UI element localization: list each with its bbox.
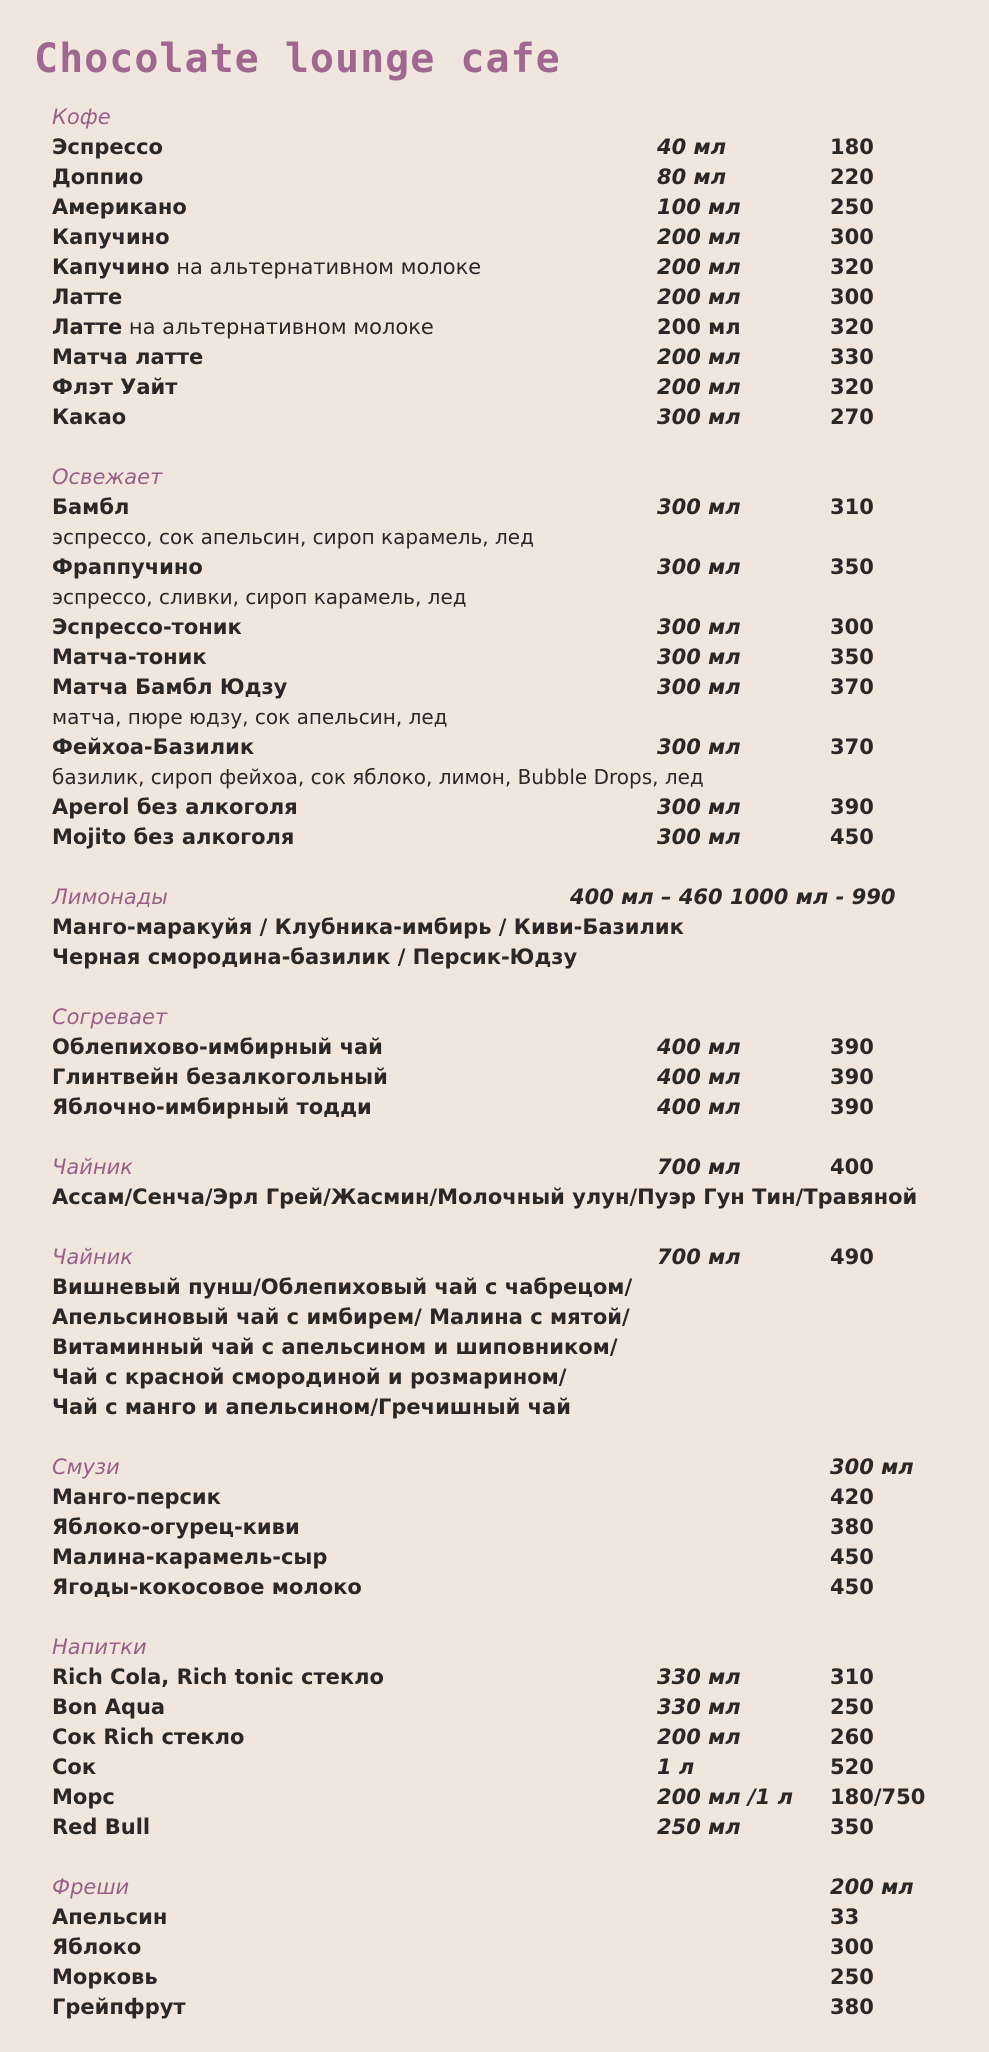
heading-volume: 200 мл (830, 1875, 914, 1899)
menu-item (52, 492, 952, 522)
menu-item (52, 192, 952, 222)
menu-item (52, 342, 952, 372)
section-heading (52, 462, 952, 492)
menu-item (52, 1512, 952, 1542)
item-volume: 300 мл (657, 615, 741, 639)
menu-item (52, 1092, 952, 1122)
section-refresh (52, 462, 952, 852)
item-name (52, 1542, 327, 1572)
item-volume: 300 мл (657, 495, 741, 519)
menu-item (52, 1752, 952, 1782)
item-price: 450 (830, 1545, 874, 1569)
item-title: Эспрессо-тоник (52, 615, 242, 639)
menu-item (52, 1992, 952, 2022)
menu-item (52, 132, 952, 162)
item-volume: 300 мл (657, 795, 741, 819)
item-name (52, 732, 254, 762)
menu-item (52, 1812, 952, 1842)
item-name (52, 672, 287, 702)
item-price: 450 (830, 825, 874, 849)
menu-list (52, 102, 952, 2052)
tea-line: Ассам/Сенча/Эрл Грей/Жасмин/Молочный улун/Пуэр Гун Тин/Травяной (52, 1185, 918, 1209)
heading-label: Смузи (52, 1455, 120, 1479)
item-volume: 400 мл (657, 1065, 741, 1089)
item-title: Фраппучино (52, 555, 203, 579)
item-volume: 1 л (657, 1755, 695, 1779)
item-volume: 330 мл (657, 1695, 741, 1719)
item-name (52, 1062, 388, 1092)
item-volume: 300 мл (657, 645, 741, 669)
item-title: Яблочно-имбирный тодди (52, 1095, 372, 1119)
heading-label: Лимонады (52, 885, 168, 909)
menu-item (52, 792, 952, 822)
section-heading (52, 1152, 952, 1182)
lemonade-prices: 400 мл – 460 1000 мл - 990 (570, 885, 896, 909)
item-price: 390 (830, 795, 874, 819)
heading-volume: 700 мл (657, 1245, 741, 1269)
tea-line: Чай с красной смородиной и розмарином/ (52, 1365, 567, 1389)
item-volume: 300 мл (657, 555, 741, 579)
item-price: 310 (830, 1665, 874, 1689)
menu-item (52, 552, 952, 582)
tea-line: Вишневый пунш/Облепиховый чай с чабрецом/ (52, 1275, 633, 1299)
item-title: Сок (52, 1755, 97, 1779)
menu-item (52, 1932, 952, 1962)
menu-item (52, 1962, 952, 1992)
item-name (52, 1812, 150, 1842)
item-title: Яблоко-огурец-киви (52, 1515, 300, 1539)
item-price: 370 (830, 735, 874, 759)
item-price: 180 (830, 135, 874, 159)
item-price: 390 (830, 1065, 874, 1089)
item-name (52, 1752, 96, 1782)
item-name (52, 1782, 115, 1812)
item-price: 350 (830, 555, 874, 579)
item-name (52, 1902, 167, 1932)
item-price: 350 (830, 1815, 874, 1839)
item-description: эспрессо, сливки, сироп карамель, лед (52, 585, 467, 609)
menu-item (52, 1062, 952, 1092)
tea-line: Чай с манго и апельсином/Гречишный чай (52, 1395, 571, 1419)
heading-volume: 300 мл (830, 1455, 914, 1479)
item-name (52, 792, 298, 822)
item-price: 300 (830, 285, 874, 309)
item-price: 450 (830, 1575, 874, 1599)
item-volume: 200 мл (657, 285, 741, 309)
item-title: Латте (52, 315, 123, 339)
item-price: 380 (830, 1515, 874, 1539)
item-title: Латте (52, 285, 123, 309)
item-price: 420 (830, 1485, 874, 1509)
menu-item (52, 1722, 952, 1752)
menu-item (52, 1482, 952, 1512)
item-volume: 200 мл /1 л (657, 1785, 793, 1809)
item-price: 300 (830, 225, 874, 249)
item-volume: 100 мл (657, 195, 741, 219)
item-name (52, 1032, 383, 1062)
item-name (52, 1662, 384, 1692)
heading-label: Кофе (52, 105, 111, 129)
item-price: 390 (830, 1095, 874, 1119)
item-name (52, 642, 207, 672)
section-heading (52, 882, 952, 912)
item-title: Эспрессо (52, 135, 163, 159)
tea-line: Апельсиновый чай с имбирем/ Малина с мятой/ (52, 1305, 630, 1329)
item-name (52, 342, 203, 372)
item-title: Матча Бамбл Юдзу (52, 675, 288, 699)
item-title: Какао (52, 405, 127, 429)
item-name (52, 1512, 300, 1542)
item-price: 330 (830, 345, 874, 369)
refresh-items (52, 492, 952, 852)
menu-item (52, 732, 952, 762)
item-volume: 200 мл (657, 375, 741, 399)
section-teapot-classic (52, 1152, 952, 1212)
item-title: Матча-тоник (52, 645, 207, 669)
item-volume: 300 мл (657, 675, 741, 699)
heading-label: Чайник (52, 1245, 133, 1269)
item-name (52, 372, 177, 402)
drink-items (52, 1662, 952, 1842)
item-price: 350 (830, 645, 874, 669)
item-title: Американо (52, 195, 187, 219)
item-title: Матча латте (52, 345, 204, 369)
item-title: Ягоды-кокосовое молоко (52, 1575, 362, 1599)
item-title: Глинтвейн безалкогольный (52, 1065, 388, 1089)
menu-item (52, 612, 952, 642)
item-volume: 200 мл (657, 1725, 741, 1749)
heading-label: Согревает (52, 1005, 168, 1029)
item-title: Сок Rich стекло (52, 1725, 245, 1749)
item-name (52, 822, 294, 852)
item-volume: 40 мл (657, 135, 727, 159)
item-name (52, 1962, 158, 1992)
menu-item (52, 672, 952, 702)
item-volume: 400 мл (657, 1095, 741, 1119)
menu-item (52, 1572, 952, 1602)
item-name (52, 132, 163, 162)
section-lemonades (52, 882, 952, 972)
section-smoothies (52, 1452, 952, 1602)
item-title: Доппио (52, 165, 144, 189)
item-price: 220 (830, 165, 874, 189)
menu-item (52, 402, 952, 432)
item-title: Флэт Уайт (52, 375, 178, 399)
menu-item (52, 312, 952, 342)
item-price: 320 (830, 255, 874, 279)
menu-item (52, 372, 952, 402)
item-price: 250 (830, 1695, 874, 1719)
item-name (52, 492, 129, 522)
item-name (52, 192, 187, 222)
item-price: 310 (830, 495, 874, 519)
item-volume: 200 мл (657, 225, 741, 249)
menu-item (52, 282, 952, 312)
item-description: матча, пюре юдзу, сок апельсин, лед (52, 705, 448, 729)
item-name (52, 1932, 141, 1962)
item-name (52, 1722, 244, 1752)
item-volume: 200 мл (657, 255, 741, 279)
item-price: 300 (830, 1935, 874, 1959)
item-price: 270 (830, 405, 874, 429)
item-name (52, 162, 143, 192)
cafe-title: Chocolate lounge cafe (34, 36, 561, 82)
item-name (52, 282, 122, 312)
item-price: 33 (830, 1905, 860, 1929)
item-title: Морковь (52, 1965, 158, 1989)
item-price: 520 (830, 1755, 874, 1779)
menu-item (52, 222, 952, 252)
item-price: 260 (830, 1725, 874, 1749)
item-name (52, 1992, 186, 2022)
item-name (52, 1482, 221, 1512)
item-title: Капучино (52, 225, 170, 249)
item-title: Red Bull (52, 1815, 151, 1839)
item-name (52, 1092, 372, 1122)
item-name (52, 312, 434, 342)
menu-item (52, 1542, 952, 1572)
item-price: 180/750 (830, 1785, 926, 1809)
lemonade-line: Черная смородина-базилик / Персик-Юдзу (52, 945, 578, 969)
menu-item (52, 1902, 952, 1932)
item-note: на альтернативном молоке (122, 315, 434, 339)
heading-label: Напитки (52, 1635, 147, 1659)
menu-item (52, 1032, 952, 1062)
coffee-items (52, 132, 952, 432)
item-title: Aperol без алкоголя (52, 795, 298, 819)
item-description: эспрессо, сок апельсин, сироп карамель, лед (52, 525, 534, 549)
section-warm (52, 1002, 952, 1122)
item-volume: 300 мл (657, 735, 741, 759)
section-coffee (52, 102, 952, 432)
item-price: 250 (830, 195, 874, 219)
item-name (52, 1692, 165, 1722)
heading-label: Фреши (52, 1875, 130, 1899)
section-heading (52, 102, 952, 132)
item-price: 320 (830, 315, 874, 339)
menu-item (52, 1662, 952, 1692)
item-name (52, 1572, 362, 1602)
item-name (52, 222, 170, 252)
heading-label: Освежает (52, 465, 163, 489)
item-description: базилик, сироп фейхоа, сок яблоко, лимон, Bubble Drops, лед (52, 765, 704, 789)
item-volume: 80 мл (657, 165, 727, 189)
tea-line: Витаминный чай с апельсином и шиповником/ (52, 1335, 618, 1359)
heading-volume: 700 мл (657, 1155, 741, 1179)
item-price: 250 (830, 1965, 874, 1989)
item-price: 390 (830, 1035, 874, 1059)
warm-items (52, 1032, 952, 1122)
menu-item (52, 252, 952, 282)
section-heading (52, 1242, 952, 1272)
item-name (52, 552, 203, 582)
item-price: 300 (830, 615, 874, 639)
item-title: Bon Aqua (52, 1695, 166, 1719)
item-title: Rich Cola, Rich tonic стекло (52, 1665, 384, 1689)
item-volume: 300 мл (657, 825, 741, 849)
section-fresh (52, 1872, 952, 2022)
menu-item (52, 642, 952, 672)
section-teapot-signature (52, 1242, 952, 1422)
section-drinks (52, 1632, 952, 1842)
item-name (52, 612, 242, 642)
fresh-items (52, 1902, 952, 2022)
item-price: 320 (830, 375, 874, 399)
section-heading (52, 1872, 952, 1902)
item-name (52, 402, 126, 432)
item-title: Манго-персик (52, 1485, 221, 1509)
item-title: Фейхоа-Базилик (52, 735, 255, 759)
item-volume: 300 мл (657, 405, 741, 429)
item-title: Бамбл (52, 495, 130, 519)
item-title: Грейпфрут (52, 1995, 186, 2019)
item-volume: 200 мл (657, 345, 741, 369)
item-volume: 250 мл (657, 1815, 741, 1839)
section-heading (52, 1452, 952, 1482)
item-price: 380 (830, 1995, 874, 2019)
item-name (52, 252, 481, 282)
item-price: 370 (830, 675, 874, 699)
lemonade-line: Манго-маракуйя / Клубника-имбирь / Киви-Базилик (52, 915, 684, 939)
section-heading (52, 1002, 952, 1032)
item-title: Яблоко (52, 1935, 142, 1959)
heading-label: Чайник (52, 1155, 133, 1179)
smoothie-items (52, 1482, 952, 1602)
item-title: Малина-карамель-сыр (52, 1545, 328, 1569)
item-volume: 330 мл (657, 1665, 741, 1689)
item-title: Апельсин (52, 1905, 168, 1929)
item-title: Mojito без алкоголя (52, 825, 295, 849)
item-title: Морс (52, 1785, 115, 1809)
menu-item (52, 162, 952, 192)
item-title: Облепихово-имбирный чай (52, 1035, 383, 1059)
heading-price: 400 (830, 1155, 874, 1179)
item-volume: 200 мл (657, 315, 741, 339)
section-heading (52, 1632, 952, 1662)
menu-item (52, 822, 952, 852)
menu-item (52, 1692, 952, 1722)
item-note: на альтернативном молоке (169, 255, 482, 279)
item-volume: 400 мл (657, 1035, 741, 1059)
heading-price: 490 (830, 1245, 874, 1269)
menu-item (52, 1782, 952, 1812)
item-title: Капучино (52, 255, 170, 279)
